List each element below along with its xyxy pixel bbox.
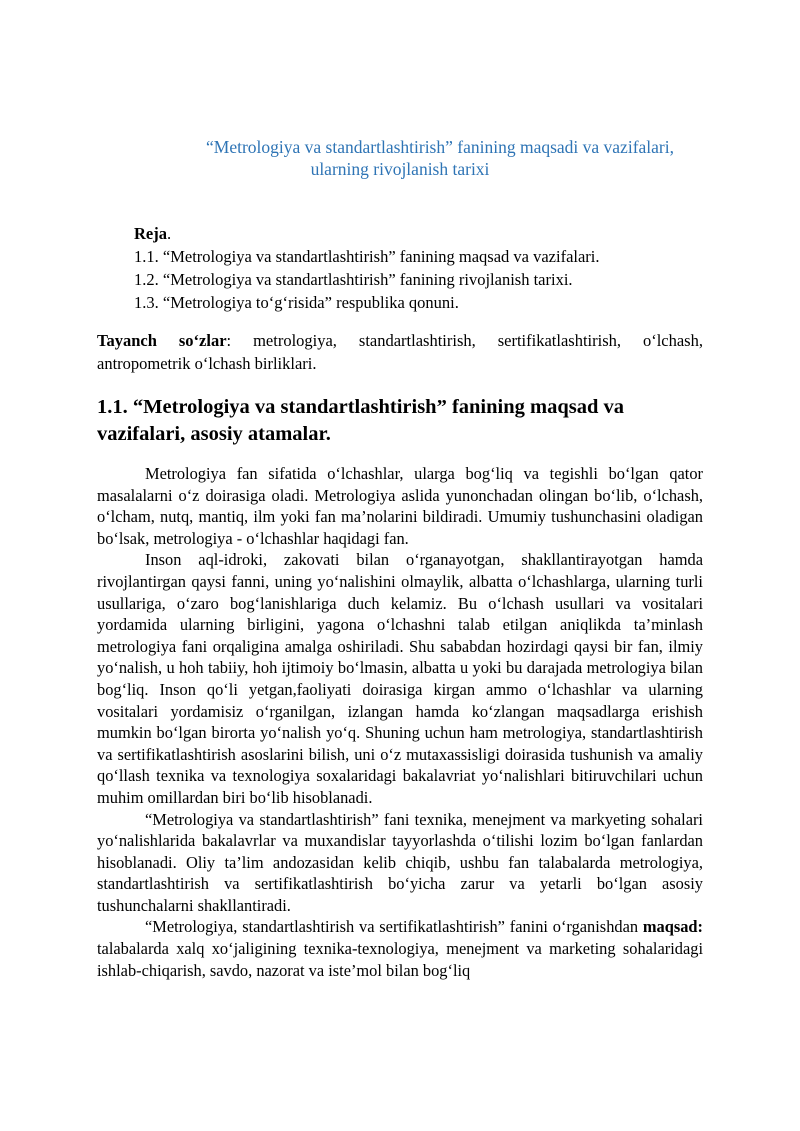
document-title (97, 136, 703, 180)
plan-heading: Reja (134, 224, 167, 243)
paragraph-intro: “Metrologiya, standartlashtirish va sertifikatlashtirish” fanini o‘rganishdan (145, 917, 643, 937)
paragraph-rest: talabalarda xalq xo‘jaligining texnika-texnologiya, menejment va marketing sohalaridagi ishlab-chiqarish, savdo, nazorat va iste’mol bilan bog‘liq (97, 939, 703, 980)
paragraph (97, 916, 703, 981)
paragraph: Inson aql-idroki, zakovati bilan o‘rganayotgan, shakllantirayotgan hamda rivojlantirgan qaysi fanni, uning yo‘nalishini olmaylik, albatta o‘lchashlarga, ularning turli usullariga, o‘zaro bog‘lanishlariga duch kelamiz. Bu o‘lchash usullari va vositalari yordamida ularning birligini, yagona o‘lchashni talab etilgan aniqlikda ta’minlash metrologiya fani orqaligina amalga oshiriladi. Shu sababdan hozirdagi qaysi bir fan, ilmiy yo‘nalish, u hoh tabiiy, hoh ijtimoiy bo‘lmasin, albatta u yoki bu darajada metrologiya bilan bog‘liq. Inson qo‘li yetgan,faoliyati doirasiga kirgan ammo o‘lchashlar va ularning vositalari yordamisiz o‘rganilgan, izlangan hamda ko‘zlangan maqsadlarga erishish mumkin bo‘lgan birorta yo‘nalish yo‘q. Shuning uchun ham metrologiya, standartlashtirish va sertifikatlashtirish asoslarini bilish, uni o‘z mutaxassisligi doirasida tushunish va amaliy qo‘llash texnika va texnologiya soxalaridagi bakalavriat yo‘nalishlari bitiruvchilari uchun muhim omillardan biri bo‘lib hisoblanadi. (97, 550, 703, 807)
title-line-1: “Metrologiya va standartlashtirish” fanining maqsadi va vazifalari, (206, 137, 674, 157)
plan-heading-row (134, 222, 600, 245)
plan-list (134, 245, 600, 314)
paragraph: “Metrologiya va standartlashtirish” fani texnika, menejment va markyeting sohalari yo‘nalishlarida bakalavrlar va muxandislar tayyorlashda o‘tilishi lozim bo‘lgan fanlardan hisoblanadi. Oliy ta’lim andozasidan kelib chiqib, ushbu fan talabalarda metrologiya, standartlashtirish va sertifikatlashtirish bo‘yicha zarur va yetarli bo‘lgan asosiy tushunchalarni shakllantiradi. (97, 809, 703, 915)
plan-item: 1.2. “Metrologiya va standartlashtirish” fanining rivojlanish tarixi. (134, 270, 573, 289)
plan-block (134, 222, 600, 314)
keywords-label: Tayanch so‘zlar (97, 331, 227, 350)
title-line-2: ularning rivojlanish tarixi (310, 159, 490, 179)
body-text (97, 463, 703, 981)
section-heading: 1.1. “Metrologiya va standartlashtirish” fanining maqsad va vazifalari, asosiy atamalar. (97, 396, 624, 445)
keywords-text: : metrologiya, standartlashtirish, sertifikatlashtirish, o‘lchash, antropometrik o‘lchash birliklari. (97, 331, 703, 373)
plan-heading-punct: . (166, 224, 172, 243)
plan-item: 1.3. “Metrologiya to‘g‘risida” respublika qonuni. (134, 293, 459, 312)
paragraph: Metrologiya fan sifatida o‘lchashlar, ularga bog‘liq va tegishli bo‘lgan qator masalalarni o‘z doirasiga oladi. Metrologiya aslida yunonchadan olingan bo‘lib, o‘lchash, o‘lcham, nutq, mantiq, ilm yoki fan ma’nolarini bildiradi. Umumiy tushunchasini oladigan bo‘lsak, metrologiya - o‘lchashlar haqidagi fan. (97, 464, 703, 548)
plan-item: 1.1. “Metrologiya va standartlashtirish” fanining maqsad va vazifalari. (134, 247, 600, 266)
keywords-paragraph (97, 329, 703, 375)
paragraph-bold-term: maqsad: (642, 917, 703, 937)
